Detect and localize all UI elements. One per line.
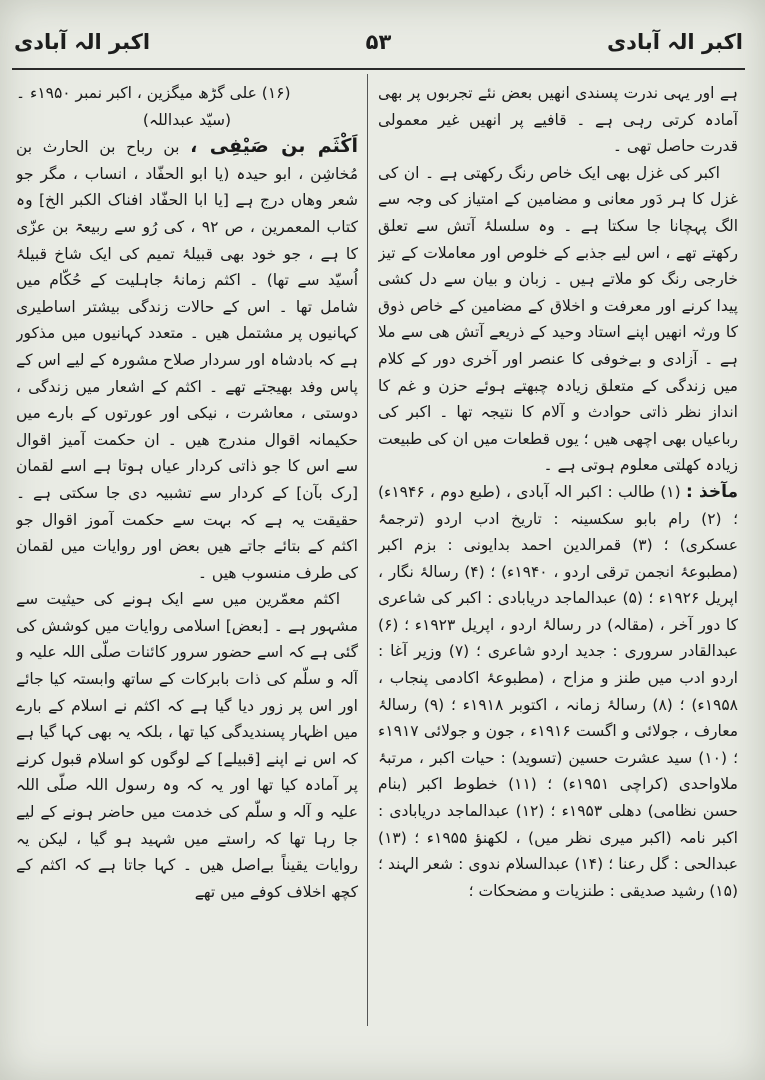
paragraph: اکثم معمّرین میں سے ایک ہونے کی حیثیت سے مشہور ہے ۔ [بعض] اسلامی روایات میں کوشش کی گئی ہے کہ اسے حضور سرور کائنات صلّی اللہ علیہ و آلہ و سلّم کی ذات بابرکات کے ساتھ وابستہ کیا جائے اور اس پر زور دیا گیا ہے کہ اکثم نے اسلام کے بارے میں اظہار پسندیدگی کیا تھا ، بلکہ یہ بھی کہا گیا ہے کہ اس نے اپنے [قبیلے] کے لوگوں کو اسلام قبول کرنے پر آمادہ کیا تھا اور یہ کہ وہ رسول اللہ صلّی اللہ علیہ و آلہ و سلّم کی خدمت میں حاضر ہونے کے لیے جا رہا تھا کہ راستے میں شہید ہو گیا ، لیکن یہ روایات یقیناً بےاصل ھیں ۔ کہا جاتا ہے کہ اکثم کے کچھ اخلاف کوفے میں تھے — [16, 590, 358, 901]
reference-continuation: (۱۶) علی گڑھ میگزین ، اکبر نمبر ۱۹۵۰ء ۔ — [16, 84, 291, 102]
left-column — [16, 80, 358, 1025]
article-opening — [16, 133, 358, 586]
article-headword: اَکْثَم بن صَیْفِی ، — [190, 135, 358, 158]
paragraph: ہے اور یہی ندرت پسندی انھیں بعض نئے تجربوں پر بھی آمادہ کرتی رہی ہے ۔ قافیے پر انھیں غیر معمولی قدرت حاصل تھی ۔ — [378, 84, 738, 156]
right-column — [378, 80, 738, 1025]
running-title-right: اکبر الہ آبادی — [606, 30, 743, 54]
header-rule — [12, 68, 745, 70]
references-list: (۱) طالب : اکبر الہ آبادی ، (طبع دوم ، ۱۹۴۶ء) ؛ (۲) رام بابو سکسینہ : تاریخ ادب اردو (ترجمۂ عسکری) ؛ (۳) قمرالدین احمد بدایونی : بزم اکبر (مطبوعۂ انجمن ترقی اردو ، ۱۹۴۰ء) ؛ (۴) رسالۂ نگار ، اپریل ۱۹۲۶ء ؛ (۵) عبدالماجد دریابادی : اکبر کی شاعری کا دور آخر ، (مقالہ) در رسالۂ اردو ، اپریل ۱۹۲۳ء ؛ (۶) عبدالقادر سروری : جدید اردو شاعری ؛ (۷) وزیر آغا : اردو ادب میں طنز و مزاح ، (مطبوعۂ اکادمی پنجاب ، ۱۹۵۸ء) ؛ (۸) رسالۂ زمانہ ، اکتوبر ۱۹۱۸ء ؛ (۹) رسالۂ معارف ، جولائی و اگست ۱۹۱۶ء ، جون و جولائی ۱۹۱۷ء ؛ (۱۰) سید عشرت حسین (تسوید) : حیات اکبر ، مرتبۂ ملاواحدی (کراچی ۱۹۵۱ء) ؛ (۱۱) خطوط اکبر (بنام حسن نظامی) دھلی ۱۹۵۳ء ؛ (۱۲) عبدالماجد دریابادی : اکبر نامہ (اکبر میری نظر میں) ، لکھنؤ ۱۹۵۵ء ؛ (۱۳) عبدالحی : گل رعنا ؛ (۱۴) عبدالسلام ندوی : شعر الہند ؛ (۱۵) رشید صدیقی : طنزیات و مضحکات ؛ — [378, 482, 738, 900]
page-number: ۵۳ — [365, 30, 392, 54]
running-title-left: اکبر الہ آبادی — [14, 30, 151, 54]
references-heading: مآخذ : — [685, 481, 738, 502]
references-block — [378, 479, 738, 905]
article-intro: بن رباح بن الحارث بن مُخاشِن ، ابو حیدہ (یا ابو الحفّاد ، انساب ، مگر جو شعر وھاں درج ہے [یا ابا الحفّاد افناک الکبر الخ] وہ کتاب المعمرین ، ص ۹۲ ، کی رُو سے ربیعۃ بن عزّی کا ہے ، جو خود بھی قبیلۂ تمیم کی ایک شاخ قبیلۂ اُسیّد سے تھا) ۔ اکثم زمانۂ جاہلیت کے حُکّام میں شامل تھا ۔ اس کے حالات زندگی بیشتر اساطیری کہانیوں پر مشتمل ھیں ۔ متعدد کہانیوں میں مذکور ہے کہ بادشاہ اور سردار صلاح مشورہ کے لیے اس کے پاس وفد بھیجتے تھے ۔ اکثم کے اشعار میں زندگی ، دوستی ، معاشرت ، نیکی اور عورتوں کے بارے میں حکیمانہ اقوال مندرج ھیں ۔ ان حکمت آمیز اقوال سے اس کا جو ذاتی کردار عیاں ہوتا ہے اسے لقمان [رک بآن] کے کردار سے تشبیہ دی جا سکتی ہے ۔ حقیقت یہ ہے کہ بہت سے حکمت آموز اقوال جو اکثم کے بتائے جاتے ھیں بعض اور روایات میں لقمان کی طرف منسوب ھیں ۔ — [16, 138, 358, 582]
author-signature: (سیّد عبداللہ) — [142, 110, 232, 129]
column-divider — [367, 74, 368, 1026]
paragraph: اکبر کی غزل بھی ایک خاص رنگ رکھتی ہے ۔ ان کی غزل کا ہر دَور معانی و مضامین کے امتیاز کی وجہ سے الگ پہچانا جا سکتا ہے ۔ وہ سلسلۂ آتش سے تعلق رکھتے تھے ، اس لیے جذبے کے خلوص اور معاملات کے تیز خارجی رنگ کو ملاتے ہیں ۔ زبان و بیان سے دل کشی پیدا کرنے اور معرفت و اخلاق کے مضامین کے خاص ذوق کا ورثہ انھیں اپنے استاد وحید کے ذریعے آتش ھی سے ملا ہے ۔ آزادی و بےخوفی کا عنصر اور آخری دور کے کلام میں زندگی کے متعلق زیادہ چبھتے ہوئے حزن و غم کا انداز نظر ذاتی حوادث و آلام کا نتیجہ تھا ۔ اکبر کی رباعیاں بھی اچھی ھیں ؛ یوں قطعات میں ان کی طبیعت زیادہ کھلتی معلوم ہوتی ہے ۔ — [378, 163, 738, 475]
running-header — [14, 30, 743, 64]
